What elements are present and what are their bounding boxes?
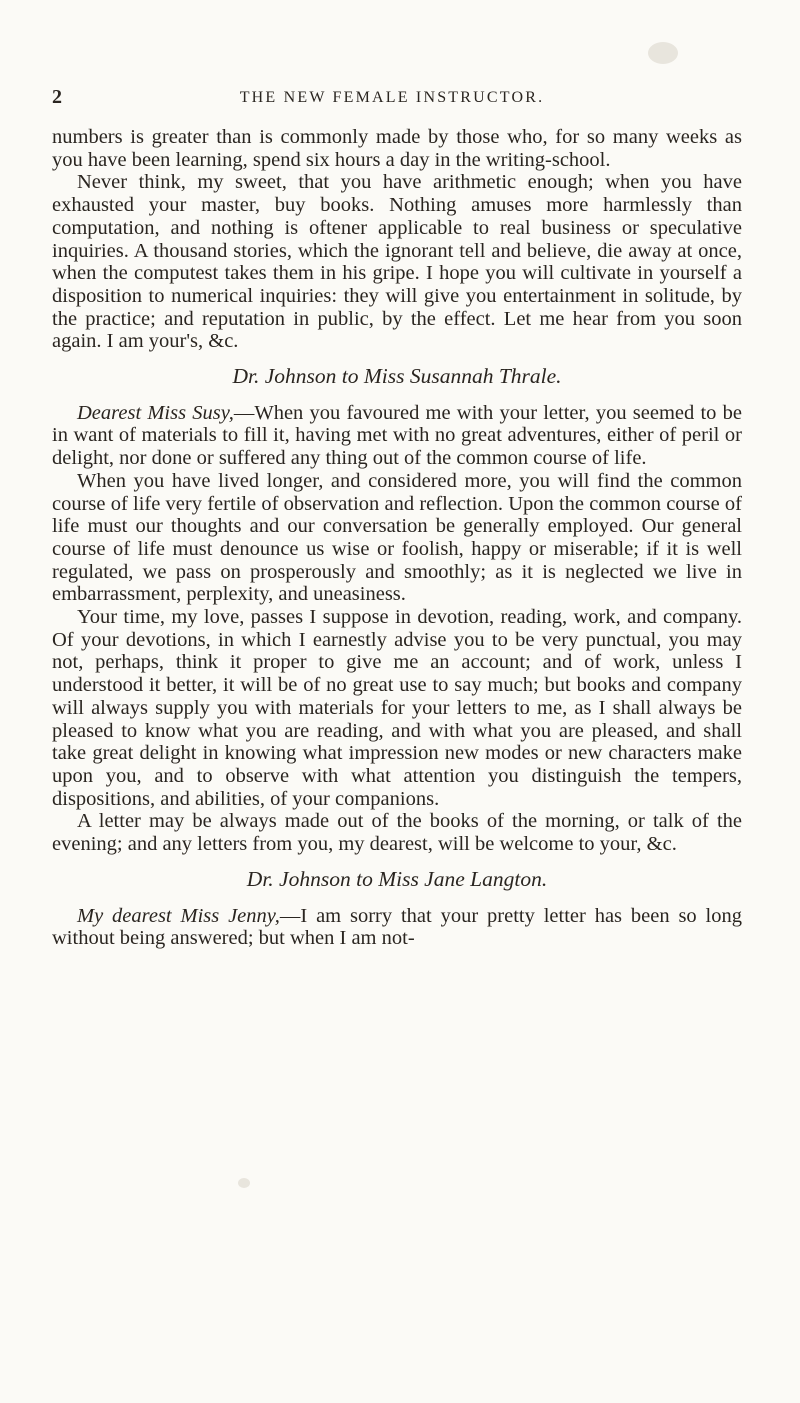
paragraph: numbers is greater than is commonly made by those who, for so many weeks as you have been learning, spend six hours a day in the writing-school. <box>52 126 742 171</box>
paper-stain <box>648 42 678 64</box>
letter-salutation: Dearest Miss Susy, <box>77 401 234 424</box>
letter-heading: Dr. Johnson to Miss Susannah Thrale. <box>232 364 562 389</box>
letter-salutation: My dearest Miss Jenny, <box>77 904 280 927</box>
paragraph: Your time, my love, passes I suppose in devotion, reading, work, and company. Of your devotions, in which I earnestly advise you to be very punctual, you may not, perhaps, think it proper to give me an account; and of work, unless I understood it better, it will be of no great use to say much; but books and company will always supply you with materials for your letters to me, as I shall always be pleased to know what you are reading, and with what you are pleased, and shall take great delight in knowing what impression new modes or new characters make upon you, and to observe with what attention you distinguish the tempers, dispositions, and abilities, of your companions. <box>52 606 742 810</box>
paragraph: Never think, my sweet, that you have arithmetic enough; when you have exhausted your master, buy books. Nothing amuses more harmlessly than computation, and nothing is oftener applicable to real business or speculative inquiries. A thousand stories, which the ignorant tell and believe, die away at once, when the computest takes them in his gripe. I hope you will cultivate in yourself a disposition to numerical inquiries: they will give you entertainment in solitude, by the practice; and reputation in public, by the effect. Let me hear from you soon again. I am your's, &c. <box>52 171 742 353</box>
paragraph <box>52 402 742 470</box>
paragraph: When you have lived longer, and considered more, you will find the common course of life very fertile of observation and reflection. Upon the common course of life must our thoughts and our conversation be generally employed. Our general course of life must denounce us wise or foolish, happy or miserable; if it is well regulated, we pass on prosperously and smoothly; as it is neglected we live in embarrassment, perplexity, and uneasiness. <box>52 469 742 606</box>
running-title: THE NEW FEMALE INSTRUCTOR. <box>239 89 545 106</box>
running-head <box>52 86 732 116</box>
letter-heading: Dr. Johnson to Miss Jane Langton. <box>246 866 548 891</box>
paragraph-text: —I am sorry that your pretty letter has been so long without being answered; but when I am not- <box>52 904 742 950</box>
paragraph: A letter may be always made out of the books of the morning, or talk of the evening; and any letters from you, my dearest, will be welcome to your, &c. <box>52 810 742 856</box>
paragraph <box>52 905 742 950</box>
paper-stain <box>238 1178 250 1188</box>
paragraph-text: —When you favoured me with your letter, you seemed to be in want of materials to fill it, having met with no great adventures, either of peril or delight, nor done or suffered any thing out of the common course of life. <box>52 401 742 470</box>
body-text <box>52 126 742 950</box>
page-number: 2 <box>52 86 62 108</box>
